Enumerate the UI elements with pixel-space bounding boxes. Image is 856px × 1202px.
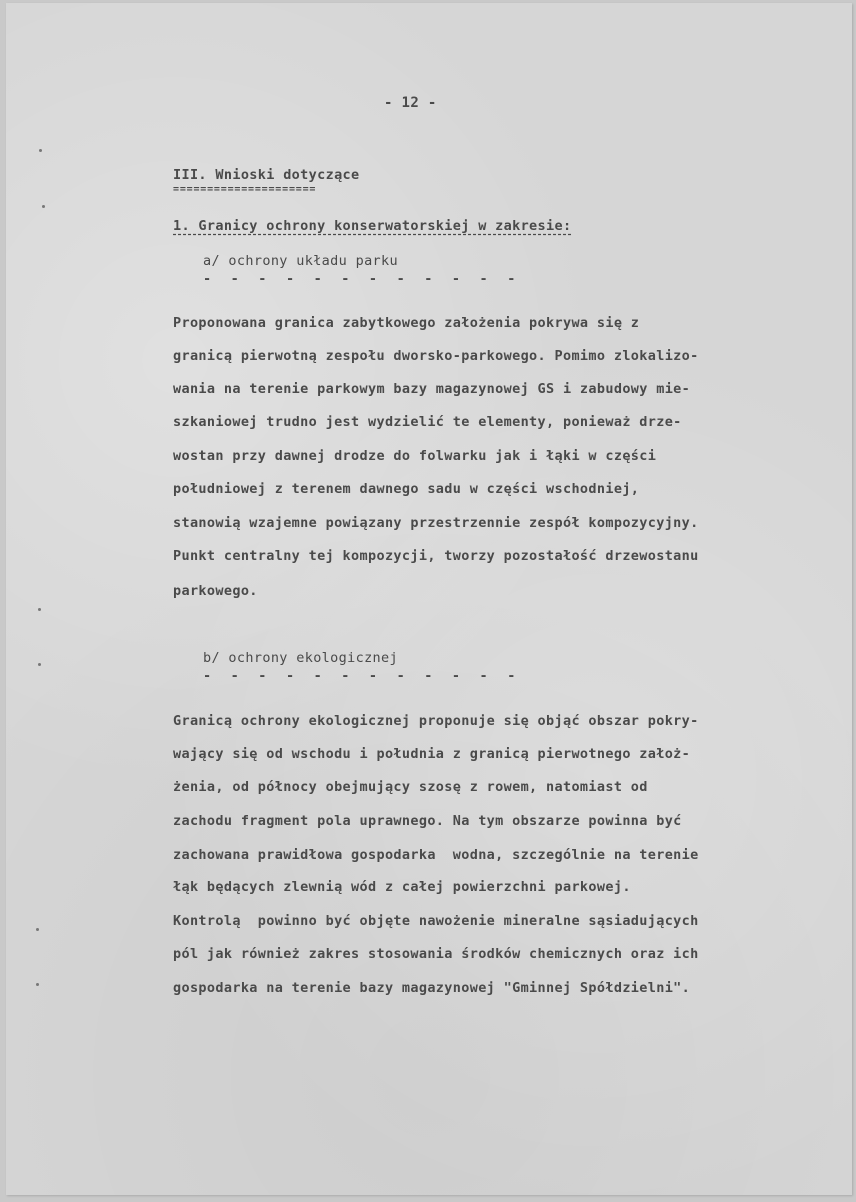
scan-speck: [36, 983, 39, 986]
text-line: łąk będących zlewnią wód z całej powierzchni parkowej.: [173, 879, 631, 895]
section-heading: III. Wnioski dotyczące: [173, 167, 360, 183]
scan-speck: [38, 663, 41, 666]
text-line: granicą pierwotną zespołu dworsko-parkowego. Pomimo zlokalizo-: [173, 348, 699, 364]
text-line: zachowana prawidłowa gospodarka wodna, szczególnie na terenie: [173, 847, 699, 863]
text-line: wania na terenie parkowym bazy magazynowej GS i zabudowy mie-: [173, 381, 691, 397]
subsection-b-label: b/ ochrony ekologicznej: [203, 650, 398, 666]
text-line: zachodu fragment pola uprawnego. Na tym obszarze powinna być: [173, 813, 682, 829]
text-line: wający się od wschodu i południa z granicą pierwotnego założ-: [173, 746, 691, 762]
text-line: południowej z terenem dawnego sadu w części wschodniej,: [173, 481, 640, 497]
text-line: Proponowana granica zabytkowego założenia pokrywa się z: [173, 315, 640, 331]
text-line: wostan przy dawnej drodze do folwarku jak i łąki w części: [173, 448, 657, 464]
text-line: stanowią wzajemne powiązany przestrzennie zespół kompozycyjny.: [173, 515, 699, 531]
text-line: Kontrolą powinno być objęte nawożenie mineralne sąsiadujących: [173, 913, 699, 929]
text-line: parkowego.: [173, 583, 258, 599]
scan-speck: [36, 928, 39, 931]
text-line: pól jak również zakres stosowania środków chemicznych oraz ich: [173, 946, 699, 962]
text-line: Granicą ochrony ekologicznej proponuje się objąć obszar pokry-: [173, 713, 699, 729]
text-line: żenia, od północy obejmujący szosę z rowem, natomiast od: [173, 779, 648, 795]
text-line: Punkt centralny tej kompozycji, tworzy pozostałość drzewostanu: [173, 548, 699, 564]
scan-speck: [39, 149, 42, 152]
subsection-b-underline: - - - - - - - - - - - -: [203, 668, 522, 684]
scan-speck: [42, 205, 45, 208]
scan-speck: [38, 608, 41, 611]
subsection-a-label: a/ ochrony układu parku: [203, 253, 398, 269]
heading-underline: =====================: [173, 184, 317, 195]
text-line: szkaniowej trudno jest wydzielić te elementy, ponieważ drze-: [173, 414, 682, 430]
page-number: - 12 -: [384, 95, 437, 111]
text-line: gospodarka na terenie bazy magazynowej "Gminnej Spółdzielni".: [173, 980, 691, 996]
document-page: [6, 3, 852, 1195]
subsection-a-underline: - - - - - - - - - - - -: [203, 271, 522, 287]
section-1-title: 1. Granicy ochrony konserwatorskiej w zakresie:: [173, 218, 572, 234]
